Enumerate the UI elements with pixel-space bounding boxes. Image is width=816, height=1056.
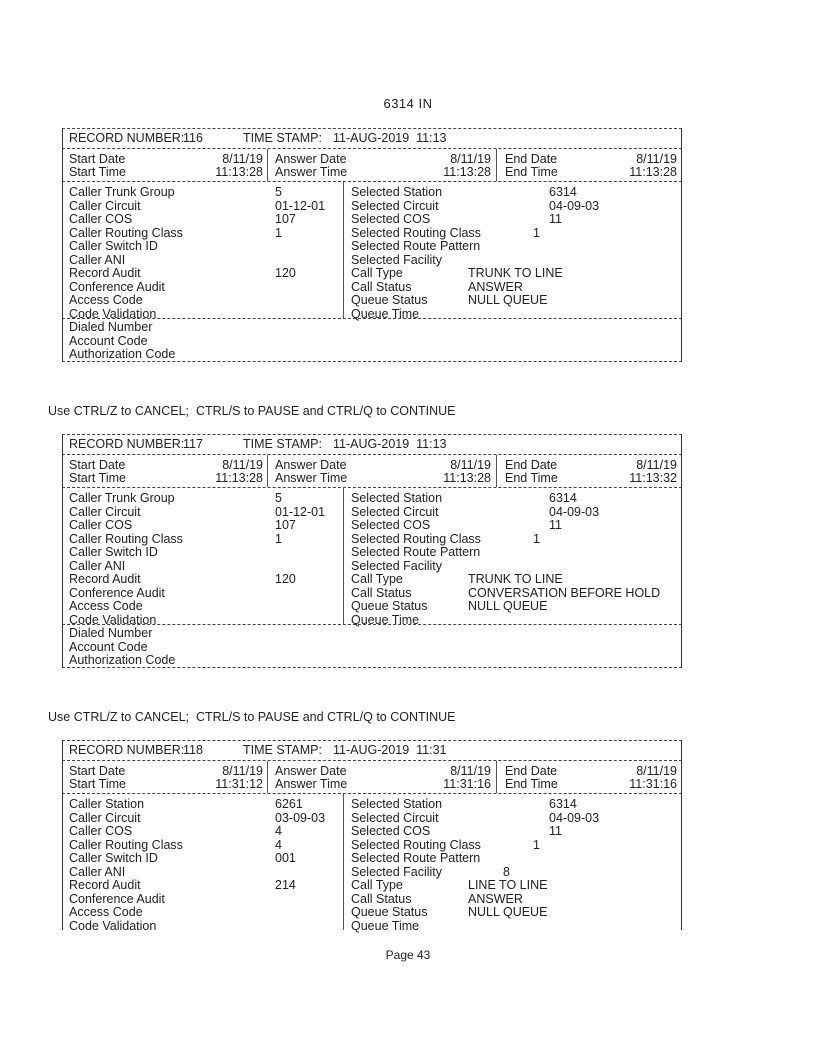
- end-time-label: End Time: [505, 471, 558, 485]
- account-code-label: Account Code: [69, 333, 148, 348]
- selected-station: 6314: [549, 491, 577, 505]
- date-time-section: [62, 455, 682, 487]
- record-number-label: RECORD NUMBER:: [69, 131, 185, 145]
- record-number-label: RECORD NUMBER:: [69, 437, 185, 451]
- selected-circuit: 04-09-03: [549, 198, 600, 213]
- call-status-label: Call Status: [351, 891, 412, 906]
- ctrl-instructions: Use CTRL/Z to CANCEL; CTRL/S to PAUSE and CTRL/Q to CONTINUE: [48, 404, 456, 418]
- caller-first-label: Caller Station: [69, 797, 145, 811]
- start-time-label: Start Time: [69, 777, 126, 791]
- call-status: ANSWER: [468, 279, 523, 294]
- call-type-label: Call Type: [351, 266, 403, 280]
- caller-first-label: Caller Trunk Group: [69, 185, 175, 199]
- conference-audit-label: Conference Audit: [69, 891, 165, 906]
- caller-cos: 107: [275, 518, 296, 532]
- call-status: ANSWER: [468, 891, 523, 906]
- queue-time-label: Queue Time: [351, 612, 420, 627]
- queue-time-label: Queue Time: [351, 918, 420, 933]
- selected-route-pattern-label: Selected Route Pattern: [351, 851, 481, 865]
- dialed-number-label: Dialed Number: [69, 320, 153, 334]
- end-time-label: End Time: [505, 777, 558, 791]
- end-time: 11:13:32: [629, 471, 677, 485]
- caller-first-value: 5: [275, 185, 282, 199]
- caller-first-value: 6261: [275, 797, 303, 811]
- start-date: 8/11/19: [222, 152, 263, 166]
- caller-circuit: 01-12-01: [275, 198, 326, 213]
- caller-ani-label: Caller ANI: [69, 558, 126, 573]
- end-time: 11:31:16: [629, 777, 677, 791]
- caller-routing-class-label: Caller Routing Class: [69, 531, 183, 546]
- caller-circuit-label: Caller Circuit: [69, 198, 141, 213]
- call-type-label: Call Type: [351, 878, 403, 892]
- selected-cos-label: Selected COS: [351, 212, 431, 226]
- call-details-section: [62, 182, 682, 321]
- record-number-label: RECORD NUMBER:: [69, 743, 185, 757]
- caller-switch-id: 001: [275, 851, 296, 865]
- answer-date-label: Answer Date: [275, 152, 347, 166]
- record-audit: 214: [275, 878, 296, 892]
- conference-audit-label: Conference Audit: [69, 585, 165, 600]
- selected-facility: 8: [503, 864, 510, 879]
- queue-status: NULL QUEUE: [468, 599, 548, 613]
- selected-station: 6314: [549, 797, 577, 811]
- selected-circuit-label: Selected Circuit: [351, 810, 439, 825]
- record-header: [62, 129, 682, 148]
- caller-circuit-label: Caller Circuit: [69, 810, 141, 825]
- access-code-label: Access Code: [69, 905, 143, 919]
- selected-routing-class-label: Selected Routing Class: [351, 225, 481, 240]
- time-stamp-label: TIME STAMP:: [243, 437, 322, 451]
- selected-circuit: 04-09-03: [549, 810, 600, 825]
- start-date: 8/11/19: [222, 458, 263, 472]
- answer-time: 11:13:28: [443, 165, 491, 179]
- dialed-section: [62, 319, 682, 361]
- access-code-label: Access Code: [69, 293, 143, 307]
- selected-route-pattern-label: Selected Route Pattern: [351, 239, 481, 253]
- time-stamp-label: TIME STAMP:: [243, 743, 322, 757]
- date-time-section: [62, 761, 682, 793]
- code-validation-label: Code Validation: [69, 918, 157, 933]
- caller-first-label: Caller Trunk Group: [69, 491, 175, 505]
- authorization-code-label: Authorization Code: [69, 347, 176, 361]
- start-time-label: Start Time: [69, 165, 126, 179]
- caller-circuit: 03-09-03: [275, 810, 326, 825]
- caller-cos-label: Caller COS: [69, 212, 133, 226]
- caller-switch-id-label: Caller Switch ID: [69, 545, 158, 559]
- selected-facility-label: Selected Facility: [351, 252, 443, 267]
- start-date-label: Start Date: [69, 764, 126, 778]
- date-time-section: [62, 149, 682, 181]
- code-validation-label: Code Validation: [69, 612, 157, 627]
- end-date: 8/11/19: [636, 764, 677, 778]
- record-audit-label: Record Audit: [69, 878, 141, 892]
- record-number: 117: [183, 437, 203, 451]
- selected-routing-class: 1: [533, 225, 540, 240]
- caller-ani-label: Caller ANI: [69, 864, 126, 879]
- answer-time-label: Answer Time: [275, 777, 348, 791]
- caller-cos-label: Caller COS: [69, 518, 133, 532]
- call-status-label: Call Status: [351, 585, 412, 600]
- end-date: 8/11/19: [636, 458, 677, 472]
- call-details-section: [62, 488, 682, 627]
- selected-facility-label: Selected Facility: [351, 864, 443, 879]
- access-code-label: Access Code: [69, 599, 143, 613]
- selected-cos: 11: [549, 518, 562, 532]
- call-type: LINE TO LINE: [468, 878, 548, 892]
- caller-cos: 4: [275, 824, 282, 838]
- record-audit-label: Record Audit: [69, 572, 141, 586]
- answer-date: 8/11/19: [450, 458, 491, 472]
- end-date-label: End Date: [505, 764, 558, 778]
- caller-switch-id-label: Caller Switch ID: [69, 239, 158, 253]
- end-time-label: End Time: [505, 165, 558, 179]
- call-status: CONVERSATION BEFORE HOLD: [468, 585, 661, 600]
- caller-routing-class: 1: [275, 531, 282, 546]
- call-record: [62, 740, 682, 933]
- selected-circuit-label: Selected Circuit: [351, 504, 439, 519]
- selected-station-label: Selected Station: [351, 797, 443, 811]
- caller-routing-class-label: Caller Routing Class: [69, 837, 183, 852]
- selected-station-label: Selected Station: [351, 185, 443, 199]
- account-code-label: Account Code: [69, 639, 148, 654]
- selected-cos: 11: [549, 824, 562, 838]
- answer-date-label: Answer Date: [275, 458, 347, 472]
- call-status-label: Call Status: [351, 279, 412, 294]
- call-type-label: Call Type: [351, 572, 403, 586]
- record-number: 118: [183, 743, 203, 757]
- record-header: [62, 435, 682, 454]
- time-stamp: 11-AUG-2019 11:31: [333, 743, 447, 757]
- caller-cos: 107: [275, 212, 296, 226]
- selected-route-pattern-label: Selected Route Pattern: [351, 545, 481, 559]
- queue-time-label: Queue Time: [351, 306, 420, 321]
- selected-routing-class: 1: [533, 531, 540, 546]
- start-date: 8/11/19: [222, 764, 263, 778]
- call-record: [62, 434, 682, 668]
- selected-routing-class-label: Selected Routing Class: [351, 837, 481, 852]
- start-date-label: Start Date: [69, 152, 126, 166]
- record-header: [62, 741, 682, 760]
- start-time: 11:13:28: [215, 471, 263, 485]
- answer-time: 11:13:28: [443, 471, 491, 485]
- end-date-label: End Date: [505, 458, 558, 472]
- caller-routing-class: 4: [275, 837, 282, 852]
- call-type: TRUNK TO LINE: [468, 572, 563, 586]
- selected-circuit: 04-09-03: [549, 504, 600, 519]
- caller-routing-class-label: Caller Routing Class: [69, 225, 183, 240]
- code-validation-label: Code Validation: [69, 306, 157, 321]
- selected-circuit-label: Selected Circuit: [351, 198, 439, 213]
- queue-status: NULL QUEUE: [468, 293, 548, 307]
- answer-time-label: Answer Time: [275, 471, 348, 485]
- caller-circuit: 01-12-01: [275, 504, 326, 519]
- start-time: 11:31:12: [215, 777, 263, 791]
- call-record: [62, 128, 682, 362]
- caller-cos-label: Caller COS: [69, 824, 133, 838]
- selected-cos-label: Selected COS: [351, 518, 431, 532]
- selected-cos: 11: [549, 212, 562, 226]
- authorization-code-label: Authorization Code: [69, 653, 176, 667]
- conference-audit-label: Conference Audit: [69, 279, 165, 294]
- start-time: 11:13:28: [215, 165, 263, 179]
- queue-status-label: Queue Status: [351, 293, 428, 307]
- selected-station-label: Selected Station: [351, 491, 443, 505]
- end-date: 8/11/19: [636, 152, 677, 166]
- selected-station: 6314: [549, 185, 577, 199]
- caller-first-value: 5: [275, 491, 282, 505]
- page-footer: Page 43: [385, 948, 431, 962]
- call-details-section: [62, 794, 682, 933]
- caller-routing-class: 1: [275, 225, 282, 240]
- record-audit: 120: [275, 266, 296, 280]
- queue-status-label: Queue Status: [351, 905, 428, 919]
- caller-switch-id-label: Caller Switch ID: [69, 851, 158, 865]
- selected-routing-class-label: Selected Routing Class: [351, 531, 481, 546]
- record-audit-label: Record Audit: [69, 266, 141, 280]
- start-time-label: Start Time: [69, 471, 126, 485]
- page-header: 6314 IN: [383, 96, 433, 111]
- answer-date: 8/11/19: [450, 152, 491, 166]
- ctrl-instructions: Use CTRL/Z to CANCEL; CTRL/S to PAUSE and CTRL/Q to CONTINUE: [48, 710, 456, 724]
- answer-time: 11:31:16: [443, 777, 491, 791]
- end-time: 11:13:28: [629, 165, 677, 179]
- record-number: 116: [183, 131, 203, 145]
- answer-date: 8/11/19: [450, 764, 491, 778]
- end-date-label: End Date: [505, 152, 558, 166]
- time-stamp: 11-AUG-2019 11:13: [333, 437, 447, 451]
- start-date-label: Start Date: [69, 458, 126, 472]
- selected-cos-label: Selected COS: [351, 824, 431, 838]
- time-stamp-label: TIME STAMP:: [243, 131, 322, 145]
- answer-time-label: Answer Time: [275, 165, 348, 179]
- selected-routing-class: 1: [533, 837, 540, 852]
- queue-status-label: Queue Status: [351, 599, 428, 613]
- time-stamp: 11-AUG-2019 11:13: [333, 131, 447, 145]
- dialed-number-label: Dialed Number: [69, 626, 153, 640]
- caller-ani-label: Caller ANI: [69, 252, 126, 267]
- caller-circuit-label: Caller Circuit: [69, 504, 141, 519]
- dialed-section: [62, 625, 682, 667]
- record-audit: 120: [275, 572, 296, 586]
- queue-status: NULL QUEUE: [468, 905, 548, 919]
- selected-facility-label: Selected Facility: [351, 558, 443, 573]
- answer-date-label: Answer Date: [275, 764, 347, 778]
- call-type: TRUNK TO LINE: [468, 266, 563, 280]
